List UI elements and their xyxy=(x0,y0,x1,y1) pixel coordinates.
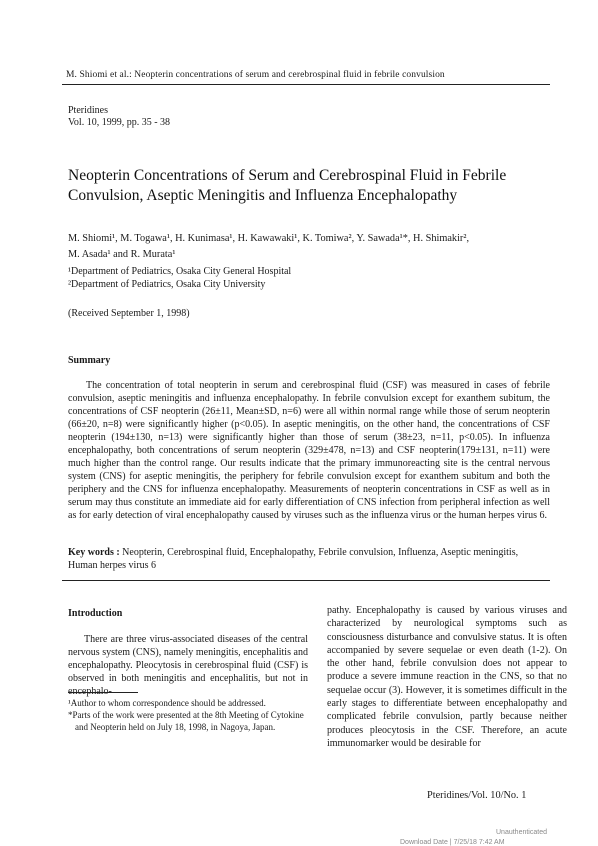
footnote-1: ¹Author to whom correspondence should be addressed. xyxy=(68,698,266,708)
affiliations xyxy=(68,265,291,291)
page-footer: Pteridines/Vol. 10/No. 1 xyxy=(427,790,527,801)
journal-name: Pteridines xyxy=(68,105,108,116)
journal-info xyxy=(68,105,170,129)
summary-body xyxy=(68,379,550,522)
author-list xyxy=(68,231,568,263)
summary-heading: Summary xyxy=(68,355,111,366)
affiliation-1: ¹Department of Pediatrics, Osaka City General Hospital xyxy=(68,266,292,277)
download-notice: Unauthenticated xyxy=(496,829,547,836)
keywords-label: Key words : xyxy=(68,547,120,558)
authors-line-2: M. Asada¹ and R. Murata¹ xyxy=(68,249,176,260)
authors-line-1: M. Shiomi¹, M. Togawa¹, H. Kunimasa¹, H. Kawawaki¹, K. Tomiwa², Y. Sawada¹*, H. Shimakir², xyxy=(68,233,470,244)
introduction-left-text: There are three virus-associated diseases of the central nervous system (CNS), namely meningitis, encephalitis and encephalopathy. Pleocytosis in cerebrospinal fluid (CSF) is observed in both meningitis and encephalitis, but not in xyxy=(68,634,308,684)
keywords-text: Neopterin, Cerebrospinal fluid, Encephalopathy, Febrile convulsion, Influenza, Aseptic meningitis, Human herpes virus 6 xyxy=(68,547,519,571)
header-divider xyxy=(62,84,550,85)
footnote-divider xyxy=(68,692,138,693)
running-header: M. Shiomi et al.: Neopterin concentrations of serum and cerebrospinal fluid in febrile convulsion xyxy=(66,70,445,80)
journal-citation: Vol. 10, 1999, pp. 35 - 38 xyxy=(68,117,171,128)
section-divider xyxy=(62,580,550,581)
introduction-right-text: pathy. Encephalopathy is caused by various viruses and characterized by neurological symptoms such as consciousness disturbance and convulsive status. It is often accompanied by severe sequelae or even death (1-2). On the other hand, febrile convulsion does not appear to produce a severe immune reaction in the CNS, so that no sequelae occur (3). However, it is sometimes difficult in the early stages to differentiate between encephalopathy and complicated febrile convulsion, partly because neither produces pleocytosis in the CSF. Therefore, an acute immunomarker would be desirable for xyxy=(327,605,567,749)
introduction-heading: Introduction xyxy=(68,608,123,619)
keywords xyxy=(68,546,550,572)
footnotes xyxy=(68,697,314,733)
affiliation-2: ²Department of Pediatrics, Osaka City University xyxy=(68,279,266,290)
left-column xyxy=(68,607,308,698)
paper-title: Neopterin Concentrations of Serum and Cerebrospinal Fluid in Febrile Convulsion, Aseptic Meningitis and Influenza Encephalopathy xyxy=(68,167,507,204)
summary-text: The concentration of total neopterin in serum and cerebrospinal fluid (CSF) was measured in cases of febrile convulsion, aseptic meningitis and influenza encephalopathy. In febrile convulsion except for exanthem subitum, the concentrations of CSF neopterin (26±11, Mean±SD, n=6) were all within normal range while those of serum neopterin (66±20, n=8) were significantly higher (p<0.05). In aseptic meningitis, on the other hand, the concentrations of CSF neopterin (194±130, n=13) were significantly higher than those of serum (38±23, n=11, p<0.05). In influenza encephalopathy, both concentrations of serum neopterin (329±478, n=13) and CSF neopterin(179±131, n=11) were much higher than the control range. Our results indicate that the primary immunoreacting site is the central nervous system (CNS) for aseptic meningitis, the periphery for febrile convulsion except for exanthem subitum and both the periphery and the CNS for influenza encephalopathy. Measurements of neopterin concentrations in CSF as well as in serum may thus constitute an immediate aid for early differentiation of CNS infection from peripheral infection as well as for early detection of viral encephalopathy caused by viruses such as the influenza virus or the human herpes virus 6. xyxy=(68,380,550,521)
received-date: (Received September 1, 1998) xyxy=(68,308,190,319)
download-date: Download Date | 7/25/18 7:42 AM xyxy=(400,839,505,846)
footnote-2: *Parts of the work were presented at the 8th Meeting of Cytokine and Neopterin held on July 18, 1998, in Nagoya, Japan. xyxy=(68,710,304,732)
